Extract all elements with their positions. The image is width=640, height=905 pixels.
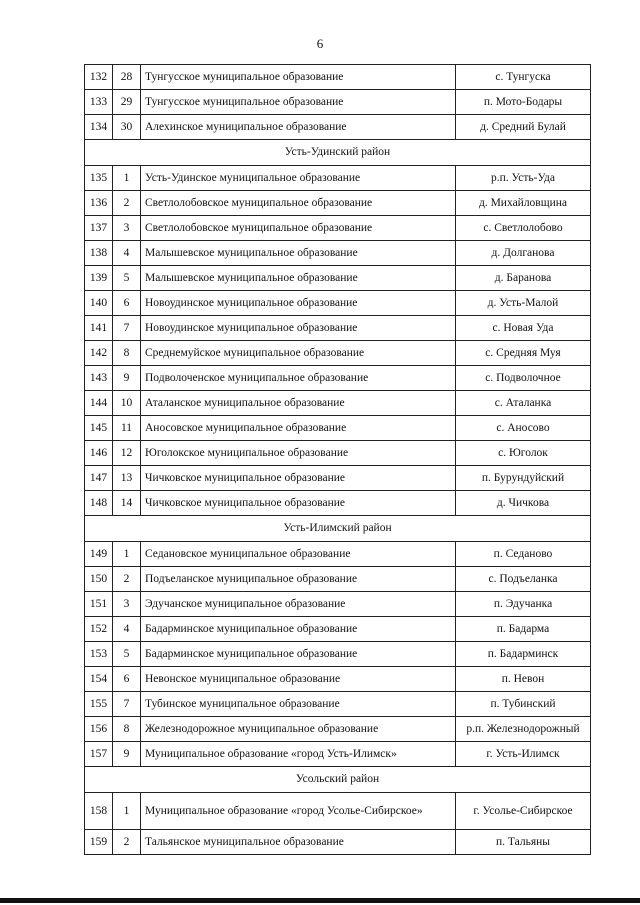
row-number: 147 xyxy=(85,466,113,491)
administrative-center: г. Усть-Илимск xyxy=(456,742,591,767)
district-row-number: 4 xyxy=(113,617,141,642)
administrative-center: п. Бурундуйский xyxy=(456,466,591,491)
municipality-name: Подволоченское муниципальное образование xyxy=(141,366,456,391)
table-row xyxy=(85,341,591,366)
table-row xyxy=(85,567,591,592)
district-header-row xyxy=(85,140,591,166)
table-row xyxy=(85,466,591,491)
district-row-number: 3 xyxy=(113,592,141,617)
administrative-center: р.п. Железнодорожный xyxy=(456,717,591,742)
administrative-center: п. Эдучанка xyxy=(456,592,591,617)
table-row xyxy=(85,191,591,216)
municipality-name: Тальянское муниципальное образование xyxy=(141,830,456,855)
administrative-center: п. Бадарма xyxy=(456,617,591,642)
municipality-name: Эдучанское муниципальное образование xyxy=(141,592,456,617)
table-row xyxy=(85,241,591,266)
district-row-number: 2 xyxy=(113,567,141,592)
administrative-center: п. Мото-Бодары xyxy=(456,90,591,115)
administrative-center: п. Тальяны xyxy=(456,830,591,855)
municipality-name: Новоудинское муниципальное образование xyxy=(141,316,456,341)
district-row-number: 9 xyxy=(113,366,141,391)
administrative-center: д. Долганова xyxy=(456,241,591,266)
municipality-name: Светлолобовское муниципальное образование xyxy=(141,191,456,216)
row-number: 159 xyxy=(85,830,113,855)
table-row xyxy=(85,717,591,742)
district-row-number: 2 xyxy=(113,830,141,855)
row-number: 137 xyxy=(85,216,113,241)
table-row xyxy=(85,90,591,115)
row-number: 144 xyxy=(85,391,113,416)
municipality-name: Алехинское муниципальное образование xyxy=(141,115,456,140)
district-title: Усть-Удинский район xyxy=(85,140,591,166)
district-row-number: 5 xyxy=(113,266,141,291)
table-row xyxy=(85,592,591,617)
table-row xyxy=(85,291,591,316)
district-row-number: 8 xyxy=(113,341,141,366)
municipality-name: Среднемуйское муниципальное образование xyxy=(141,341,456,366)
table-row xyxy=(85,391,591,416)
municipality-name: Муниципальное образование «город Усть-Илимск» xyxy=(141,742,456,767)
table-row xyxy=(85,742,591,767)
table-row xyxy=(85,115,591,140)
administrative-center: с. Аталанка xyxy=(456,391,591,416)
row-number: 158 xyxy=(85,793,113,830)
row-number: 156 xyxy=(85,717,113,742)
row-number: 149 xyxy=(85,542,113,567)
row-number: 152 xyxy=(85,617,113,642)
district-row-number: 13 xyxy=(113,466,141,491)
table-row xyxy=(85,416,591,441)
scan-bottom-edge xyxy=(0,898,640,903)
table-row xyxy=(85,830,591,855)
administrative-center: с. Новая Уда xyxy=(456,316,591,341)
administrative-center: с. Средняя Муя xyxy=(456,341,591,366)
district-row-number: 1 xyxy=(113,542,141,567)
row-number: 140 xyxy=(85,291,113,316)
row-number: 141 xyxy=(85,316,113,341)
municipality-name: Усть-Удинское муниципальное образование xyxy=(141,166,456,191)
administrative-center: с. Аносово xyxy=(456,416,591,441)
municipality-name: Новоудинское муниципальное образование xyxy=(141,291,456,316)
row-number: 151 xyxy=(85,592,113,617)
registry-body xyxy=(85,65,591,855)
district-row-number: 10 xyxy=(113,391,141,416)
district-header-row xyxy=(85,516,591,542)
administrative-center: с. Подъеланка xyxy=(456,567,591,592)
district-row-number: 1 xyxy=(113,793,141,830)
table-row xyxy=(85,166,591,191)
row-number: 134 xyxy=(85,115,113,140)
row-number: 136 xyxy=(85,191,113,216)
row-number: 132 xyxy=(85,65,113,90)
table-row xyxy=(85,617,591,642)
row-number: 135 xyxy=(85,166,113,191)
municipality-name: Седановское муниципальное образование xyxy=(141,542,456,567)
administrative-center: с. Подволочное xyxy=(456,366,591,391)
row-number: 154 xyxy=(85,667,113,692)
table-row xyxy=(85,542,591,567)
table-row xyxy=(85,692,591,717)
page-number: 6 xyxy=(316,36,324,51)
district-row-number: 3 xyxy=(113,216,141,241)
municipality-name: Невонское муниципальное образование xyxy=(141,667,456,692)
district-row-number: 12 xyxy=(113,441,141,466)
row-number: 133 xyxy=(85,90,113,115)
district-row-number: 29 xyxy=(113,90,141,115)
administrative-center: п. Седаново xyxy=(456,542,591,567)
row-number: 148 xyxy=(85,491,113,516)
table-row xyxy=(85,316,591,341)
district-row-number: 7 xyxy=(113,316,141,341)
table-row xyxy=(85,216,591,241)
row-number: 146 xyxy=(85,441,113,466)
administrative-center: с. Юголок xyxy=(456,441,591,466)
table-row xyxy=(85,441,591,466)
district-row-number: 4 xyxy=(113,241,141,266)
municipality-name: Аталанское муниципальное образование xyxy=(141,391,456,416)
municipality-name: Тубинское муниципальное образование xyxy=(141,692,456,717)
table-row xyxy=(85,642,591,667)
table-row xyxy=(85,65,591,90)
municipality-name: Юголокское муниципальное образование xyxy=(141,441,456,466)
municipality-name: Бадарминское муниципальное образование xyxy=(141,617,456,642)
table-row xyxy=(85,667,591,692)
table-row xyxy=(85,266,591,291)
row-number: 143 xyxy=(85,366,113,391)
district-row-number: 30 xyxy=(113,115,141,140)
administrative-center: с. Тунгуска xyxy=(456,65,591,90)
municipality-name: Чичковское муниципальное образование xyxy=(141,491,456,516)
municipality-name: Светлолобовское муниципальное образование xyxy=(141,216,456,241)
district-row-number: 8 xyxy=(113,717,141,742)
row-number: 155 xyxy=(85,692,113,717)
district-row-number: 1 xyxy=(113,166,141,191)
district-title: Усть-Илимский район xyxy=(85,516,591,542)
administrative-center: д. Средний Булай xyxy=(456,115,591,140)
table-row xyxy=(85,366,591,391)
district-row-number: 9 xyxy=(113,742,141,767)
administrative-center: с. Светлолобово xyxy=(456,216,591,241)
table-row xyxy=(85,793,591,830)
administrative-center: д. Чичкова xyxy=(456,491,591,516)
district-row-number: 14 xyxy=(113,491,141,516)
administrative-center: п. Тубинский xyxy=(456,692,591,717)
municipality-name: Железнодорожное муниципальное образование xyxy=(141,717,456,742)
row-number: 142 xyxy=(85,341,113,366)
municipality-name: Муниципальное образование «город Усолье-Сибирское» xyxy=(141,793,456,830)
municipality-name: Тунгусское муниципальное образование xyxy=(141,65,456,90)
administrative-center: р.п. Усть-Уда xyxy=(456,166,591,191)
district-row-number: 28 xyxy=(113,65,141,90)
district-row-number: 5 xyxy=(113,642,141,667)
municipality-name: Малышевское муниципальное образование xyxy=(141,266,456,291)
district-header-row xyxy=(85,767,591,793)
administrative-center: п. Бадарминск xyxy=(456,642,591,667)
district-row-number: 11 xyxy=(113,416,141,441)
district-row-number: 2 xyxy=(113,191,141,216)
administrative-center: п. Невон xyxy=(456,667,591,692)
administrative-center: д. Усть-Малой xyxy=(456,291,591,316)
municipality-name: Малышевское муниципальное образование xyxy=(141,241,456,266)
district-title: Усольский район xyxy=(85,767,591,793)
district-row-number: 7 xyxy=(113,692,141,717)
municipality-name: Чичковское муниципальное образование xyxy=(141,466,456,491)
municipality-name: Бадарминское муниципальное образование xyxy=(141,642,456,667)
municipal-registry-table xyxy=(84,64,591,855)
row-number: 157 xyxy=(85,742,113,767)
administrative-center: д. Баранова xyxy=(456,266,591,291)
row-number: 138 xyxy=(85,241,113,266)
row-number: 153 xyxy=(85,642,113,667)
administrative-center: г. Усолье-Сибирское xyxy=(456,793,591,830)
table-row xyxy=(85,491,591,516)
municipality-name: Аносовское муниципальное образование xyxy=(141,416,456,441)
row-number: 150 xyxy=(85,567,113,592)
municipality-name: Подъеланское муниципальное образование xyxy=(141,567,456,592)
municipality-name: Тунгусское муниципальное образование xyxy=(141,90,456,115)
row-number: 145 xyxy=(85,416,113,441)
administrative-center: д. Михайловщина xyxy=(456,191,591,216)
district-row-number: 6 xyxy=(113,667,141,692)
district-row-number: 6 xyxy=(113,291,141,316)
row-number: 139 xyxy=(85,266,113,291)
